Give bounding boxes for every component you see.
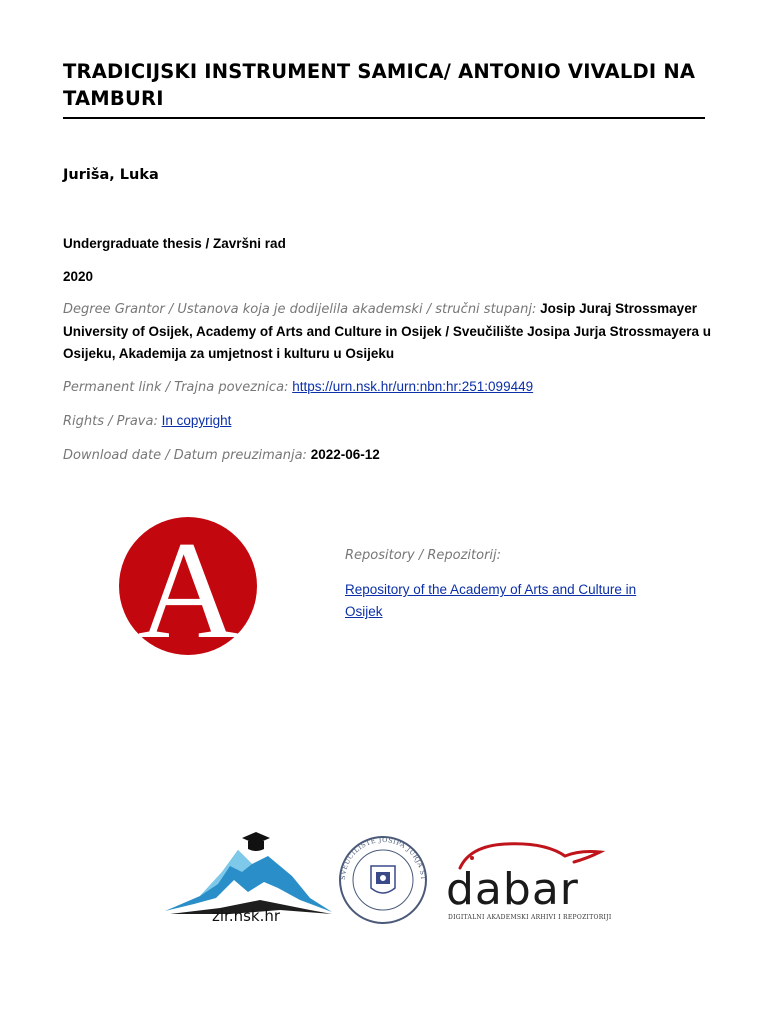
- degree-grantor-label: Degree Grantor / Ustanova koja je dodijelila akademski / stručni stupanj:: [63, 302, 537, 317]
- document-title: TRADICIJSKI INSTRUMENT SAMICA/ ANTONIO VIVALDI NA TAMBURI: [63, 60, 696, 110]
- repository-label: Repository / Repozitorij:: [345, 548, 502, 563]
- dabar-subtitle: DIGITALNI AKADEMSKI ARHIVI I REPOZITORIJI: [448, 914, 612, 921]
- academy-logo-letter: A: [137, 515, 239, 657]
- download-date-value: 2022-06-12: [310, 447, 380, 462]
- rights-label: Rights / Prava:: [63, 414, 158, 429]
- permanent-link-label: Permanent link / Trajna poveznica:: [63, 380, 289, 395]
- title-divider: [63, 117, 705, 119]
- permanent-link-url[interactable]: https://urn.nsk.hr/urn:nbn:hr:251:099449: [292, 379, 534, 394]
- permanent-link: [63, 376, 713, 399]
- degree-grantor: [63, 298, 713, 365]
- rights-link[interactable]: In copyright: [161, 413, 232, 428]
- degree-grantor-value: Josip Juraj Strossmayer University of Osijek, Academy of Arts and Culture in Osijek / Sveučilište Josipa Jurja Strossmayera u Osijeku, Akademija za umjetnost i kulturu u Osijeku: [63, 301, 711, 361]
- rights: [63, 410, 713, 433]
- download-date: [63, 444, 713, 467]
- download-date-label: Download date / Datum preuzimanja:: [63, 448, 307, 463]
- author-name: Juriša, Luka: [63, 167, 159, 183]
- zir-mountain-icon: [165, 832, 332, 914]
- repository-link[interactable]: Repository of the Academy of Arts and Culture in Osijek: [345, 582, 637, 619]
- dabar-logo-text: dabar: [446, 864, 579, 915]
- zir-link[interactable]: zir.nsk.hr: [212, 907, 281, 925]
- thesis-type: Undergraduate thesis / Završni rad: [63, 236, 286, 251]
- academy-logo-icon: [118, 515, 258, 661]
- repository-info: [345, 548, 665, 623]
- seal-text: SVEUČILIŠTE JOSIPA JURJA ST: [338, 835, 428, 881]
- year: 2020: [63, 269, 94, 284]
